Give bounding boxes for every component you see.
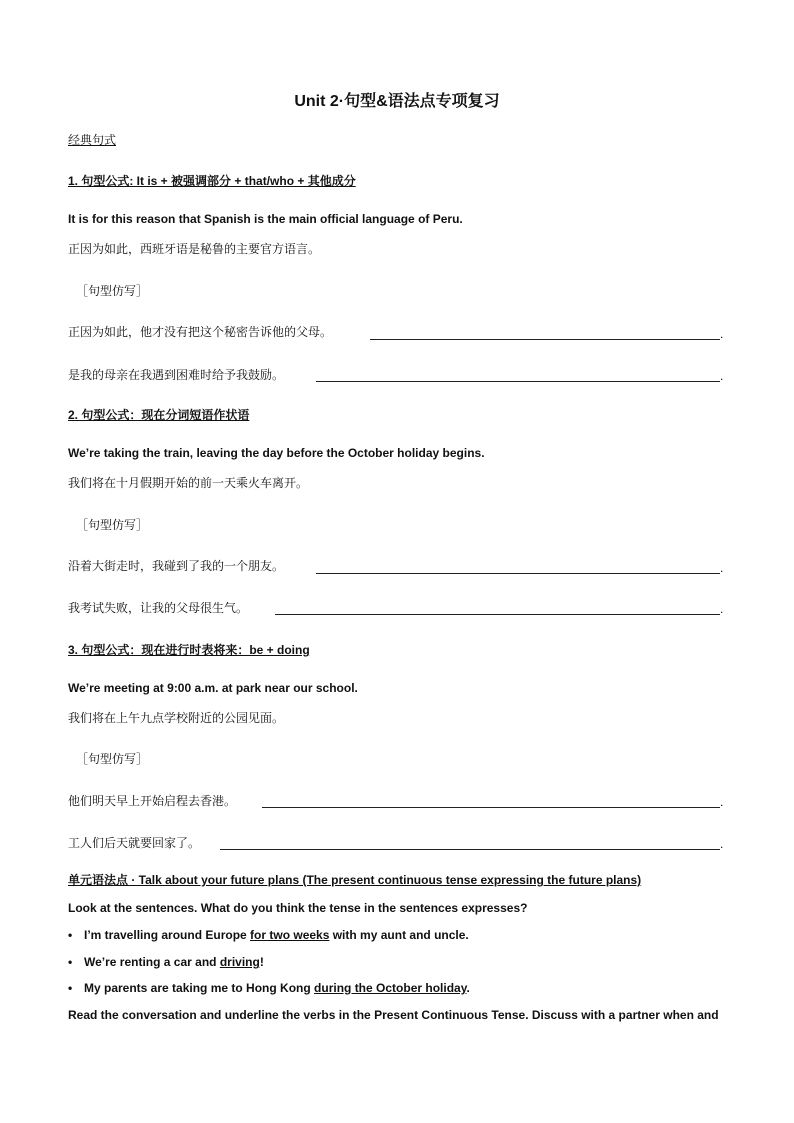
bullet-mark: • xyxy=(68,955,73,969)
pattern-2-practice-1: 沿着大街走时，我碰到了我的一个朋友。 xyxy=(68,559,285,573)
period: . xyxy=(720,561,724,575)
period: . xyxy=(720,602,724,616)
answer-line[interactable] xyxy=(275,614,720,615)
grammar-example-1: I’m travelling around Europe for two weeks with my aunt and uncle. xyxy=(84,928,469,942)
pattern-1-practice-1: 正因为如此，他才没有把这个秘密告诉他的父母。 xyxy=(68,325,333,339)
period: . xyxy=(720,327,724,341)
period: . xyxy=(720,837,724,851)
answer-line[interactable] xyxy=(220,849,720,850)
grammar-heading: 单元语法点 · Talk about your future plans (The present continuous tense expressing the future plans) xyxy=(68,873,642,887)
pattern-2-heading: 2. 句型公式：现在分词短语作状语 xyxy=(68,408,250,422)
pattern-3-practice-2: 工人们后天就要回家了。 xyxy=(68,836,201,850)
answer-line[interactable] xyxy=(370,339,720,340)
read-instruction: Read the conversation and underline the verbs in the Present Continuous Tense. Discuss with a partner when and xyxy=(68,1008,719,1022)
pattern-1-example-cn: 正因为如此，西班牙语是秘鲁的主要官方语言。 xyxy=(68,242,321,256)
pattern-1-practice-2: 是我的母亲在我遇到困难时给予我鼓励。 xyxy=(68,368,285,382)
grammar-example-3: My parents are taking me to Hong Kong during the October holiday. xyxy=(84,981,470,995)
bullet-mark: • xyxy=(68,928,73,942)
period: . xyxy=(720,795,724,809)
pattern-1-example-en: It is for this reason that Spanish is the main official language of Peru. xyxy=(68,212,463,226)
pattern-1-heading: 1. 句型公式: It is + 被强调部分 + that/who + 其他成分 xyxy=(68,174,356,188)
pattern-3-example-cn: 我们将在上午九点学校附近的公园见面。 xyxy=(68,711,285,725)
answer-line[interactable] xyxy=(316,573,720,574)
pattern-1-practice-label: ［句型仿写］ xyxy=(76,284,149,298)
period: . xyxy=(720,369,724,383)
answer-line[interactable] xyxy=(262,807,720,808)
pattern-3-heading: 3. 句型公式：现在进行时表将来：be + doing xyxy=(68,643,310,657)
grammar-question: Look at the sentences. What do you think the tense in the sentences expresses? xyxy=(68,901,528,915)
page-title: Unit 2·句型&语法点专项复习 xyxy=(294,93,500,110)
pattern-3-practice-1: 他们明天早上开始启程去香港。 xyxy=(68,794,237,808)
pattern-3-practice-label: ［句型仿写］ xyxy=(76,752,149,766)
bullet-mark: • xyxy=(68,981,73,995)
pattern-2-example-en: We’re taking the train, leaving the day before the October holiday begins. xyxy=(68,446,485,460)
answer-line[interactable] xyxy=(316,381,720,382)
grammar-example-2: We’re renting a car and driving! xyxy=(84,955,264,969)
pattern-3-example-en: We’re meeting at 9:00 a.m. at park near our school. xyxy=(68,681,358,695)
pattern-2-example-cn: 我们将在十月假期开始的前一天乘火车离开。 xyxy=(68,476,309,490)
pattern-2-practice-label: ［句型仿写］ xyxy=(76,518,149,532)
pattern-2-practice-2: 我考试失败，让我的父母很生气。 xyxy=(68,601,249,615)
section-heading-classic-sentences: 经典句式 xyxy=(68,133,117,147)
